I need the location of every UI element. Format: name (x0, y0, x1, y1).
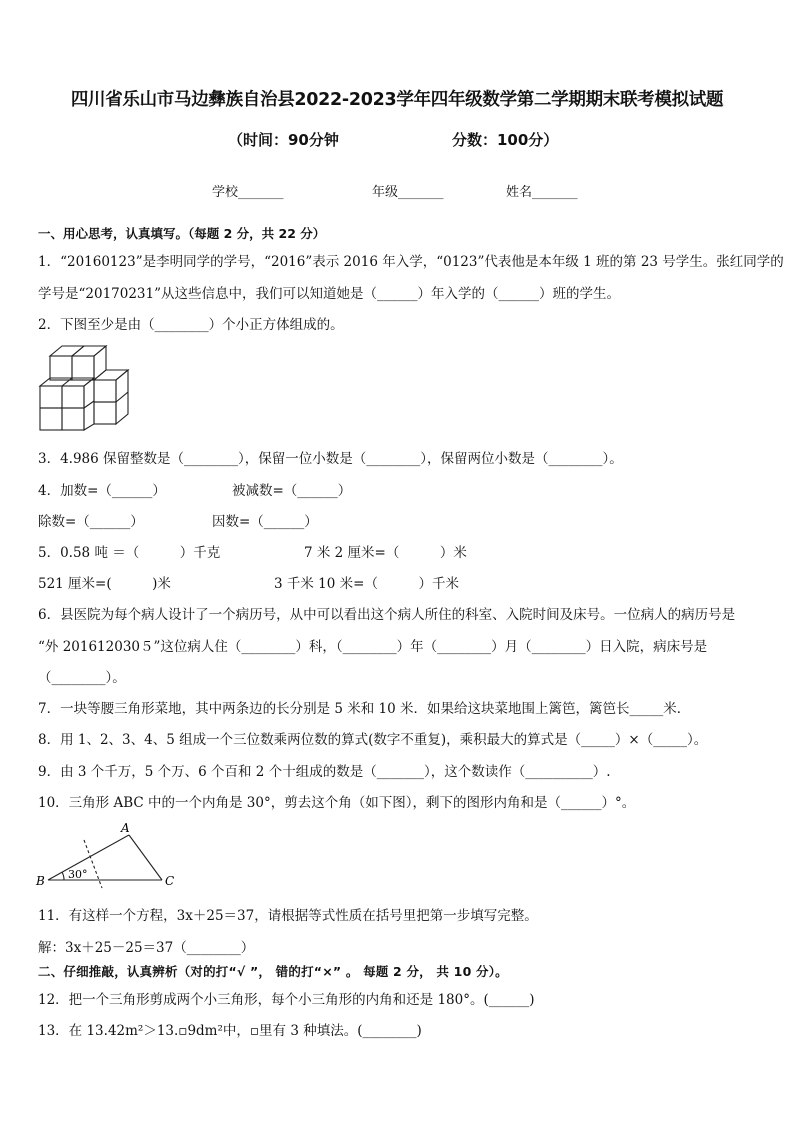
question-4-addend: 4．加数=（______） (38, 483, 166, 499)
exam-score: 分数：100分） (452, 131, 559, 149)
question-6-line-1: 6．县医院为每个病人设计了一个病历号，从中可以看出这个病人所住的科室、入院时间及床号。一位病人的病历号是 (38, 607, 736, 623)
question-4-divisor: 除数=（______） (38, 514, 144, 530)
page-title: 四川省乐山市马边彝族自治县2022-2023学年四年级数学第二学期期末联考模拟试题 (70, 90, 724, 110)
question-6-line-3: （________）。 (38, 670, 126, 686)
question-4-factor: 因数=（______） (212, 514, 318, 530)
question-1-line-2: 学号是“20170231”从这些信息中，我们可以知道她是（______）年入学的（______）班的学生。 (38, 286, 621, 302)
vertex-b-label: B (36, 874, 45, 888)
grade-field: 年级_______ (372, 185, 444, 200)
question-10: 10．三角形 ABC 中的一个内角是 30°，剪去这个角（如下图），剩下的图形内角和是（______）°。 (38, 795, 636, 811)
section-1-heading: 一、用心思考，认真填写。（每题 2 分，共 22 分） (38, 226, 326, 241)
question-5-a: 5．0.58 吨 ＝（ ）千克 (38, 545, 221, 561)
question-5-c: 521 厘米=( )米 (38, 576, 171, 592)
vertex-c-label: C (165, 874, 175, 888)
question-4-minuend: 被减数=（______） (232, 483, 352, 499)
name-field: 姓名_______ (506, 185, 578, 200)
question-2: 2．下图至少是由（________）个小正方体组成的。 (38, 317, 344, 333)
question-8: 8．用 1、2、3、4、5 组成一个三位数乘两位数的算式(数字不重复)，乘积最大的算式是（_____）×（_____）。 (38, 732, 708, 748)
question-7: 7．一块等腰三角形菜地，其中两条边的长分别是 5 米和 10 米．如果给这块菜地围上篱笆，篱笆长_____米． (38, 701, 691, 717)
section-2-heading: 二、仔细推敲，认真辨析（对的打“√ ”， 错的打“×” 。 每题 2 分， 共 10 分）。 (38, 964, 508, 979)
question-11: 11．有这样一个方程，3x＋25＝37，请根据等式性质在括号里把第一步填写完整。 (38, 908, 538, 924)
question-6-line-2: “外 201612030５”这位病人住（________）科，（________）年（________）月（________）日入院，病床号是 (38, 639, 708, 655)
question-5-b: 7 米 2 厘米=（ ）米 (304, 545, 467, 561)
vertex-a-label: A (121, 821, 130, 835)
question-13: 13．在 13.42m²＞13.▫9dm²中，▫里有 3 种填法。(________) (38, 1023, 422, 1039)
question-3: 3．4.986 保留整数是（________），保留一位小数是（________），保留两位小数是（________）。 (38, 451, 623, 467)
question-5-d: 3 千米 10 米=（ ）千米 (274, 576, 459, 592)
school-field: 学校_______ (212, 185, 284, 200)
angle-label: 30° (68, 868, 88, 881)
question-9: 9．由 3 个千万，5 个万、6 个百和 2 个十组成的数是（_______），这个数读作（__________）. (38, 764, 611, 780)
cube-stack-figure (38, 344, 138, 436)
question-12: 12．把一个三角形剪成两个小三角形，每个小三角形的内角和还是 180°。(______) (38, 992, 535, 1008)
triangle-abc-figure (34, 818, 184, 890)
exam-time: （时间：90分钟 (228, 131, 339, 149)
question-11-solution: 解：3x＋25－25＝37（________） (38, 940, 255, 956)
question-1-line-1: 1．“20160123”是李明同学的学号，“2016”表示 2016 年入学，“0123”代表他是本年级 1 班的第 23 号学生。张红同学的 (38, 254, 784, 270)
